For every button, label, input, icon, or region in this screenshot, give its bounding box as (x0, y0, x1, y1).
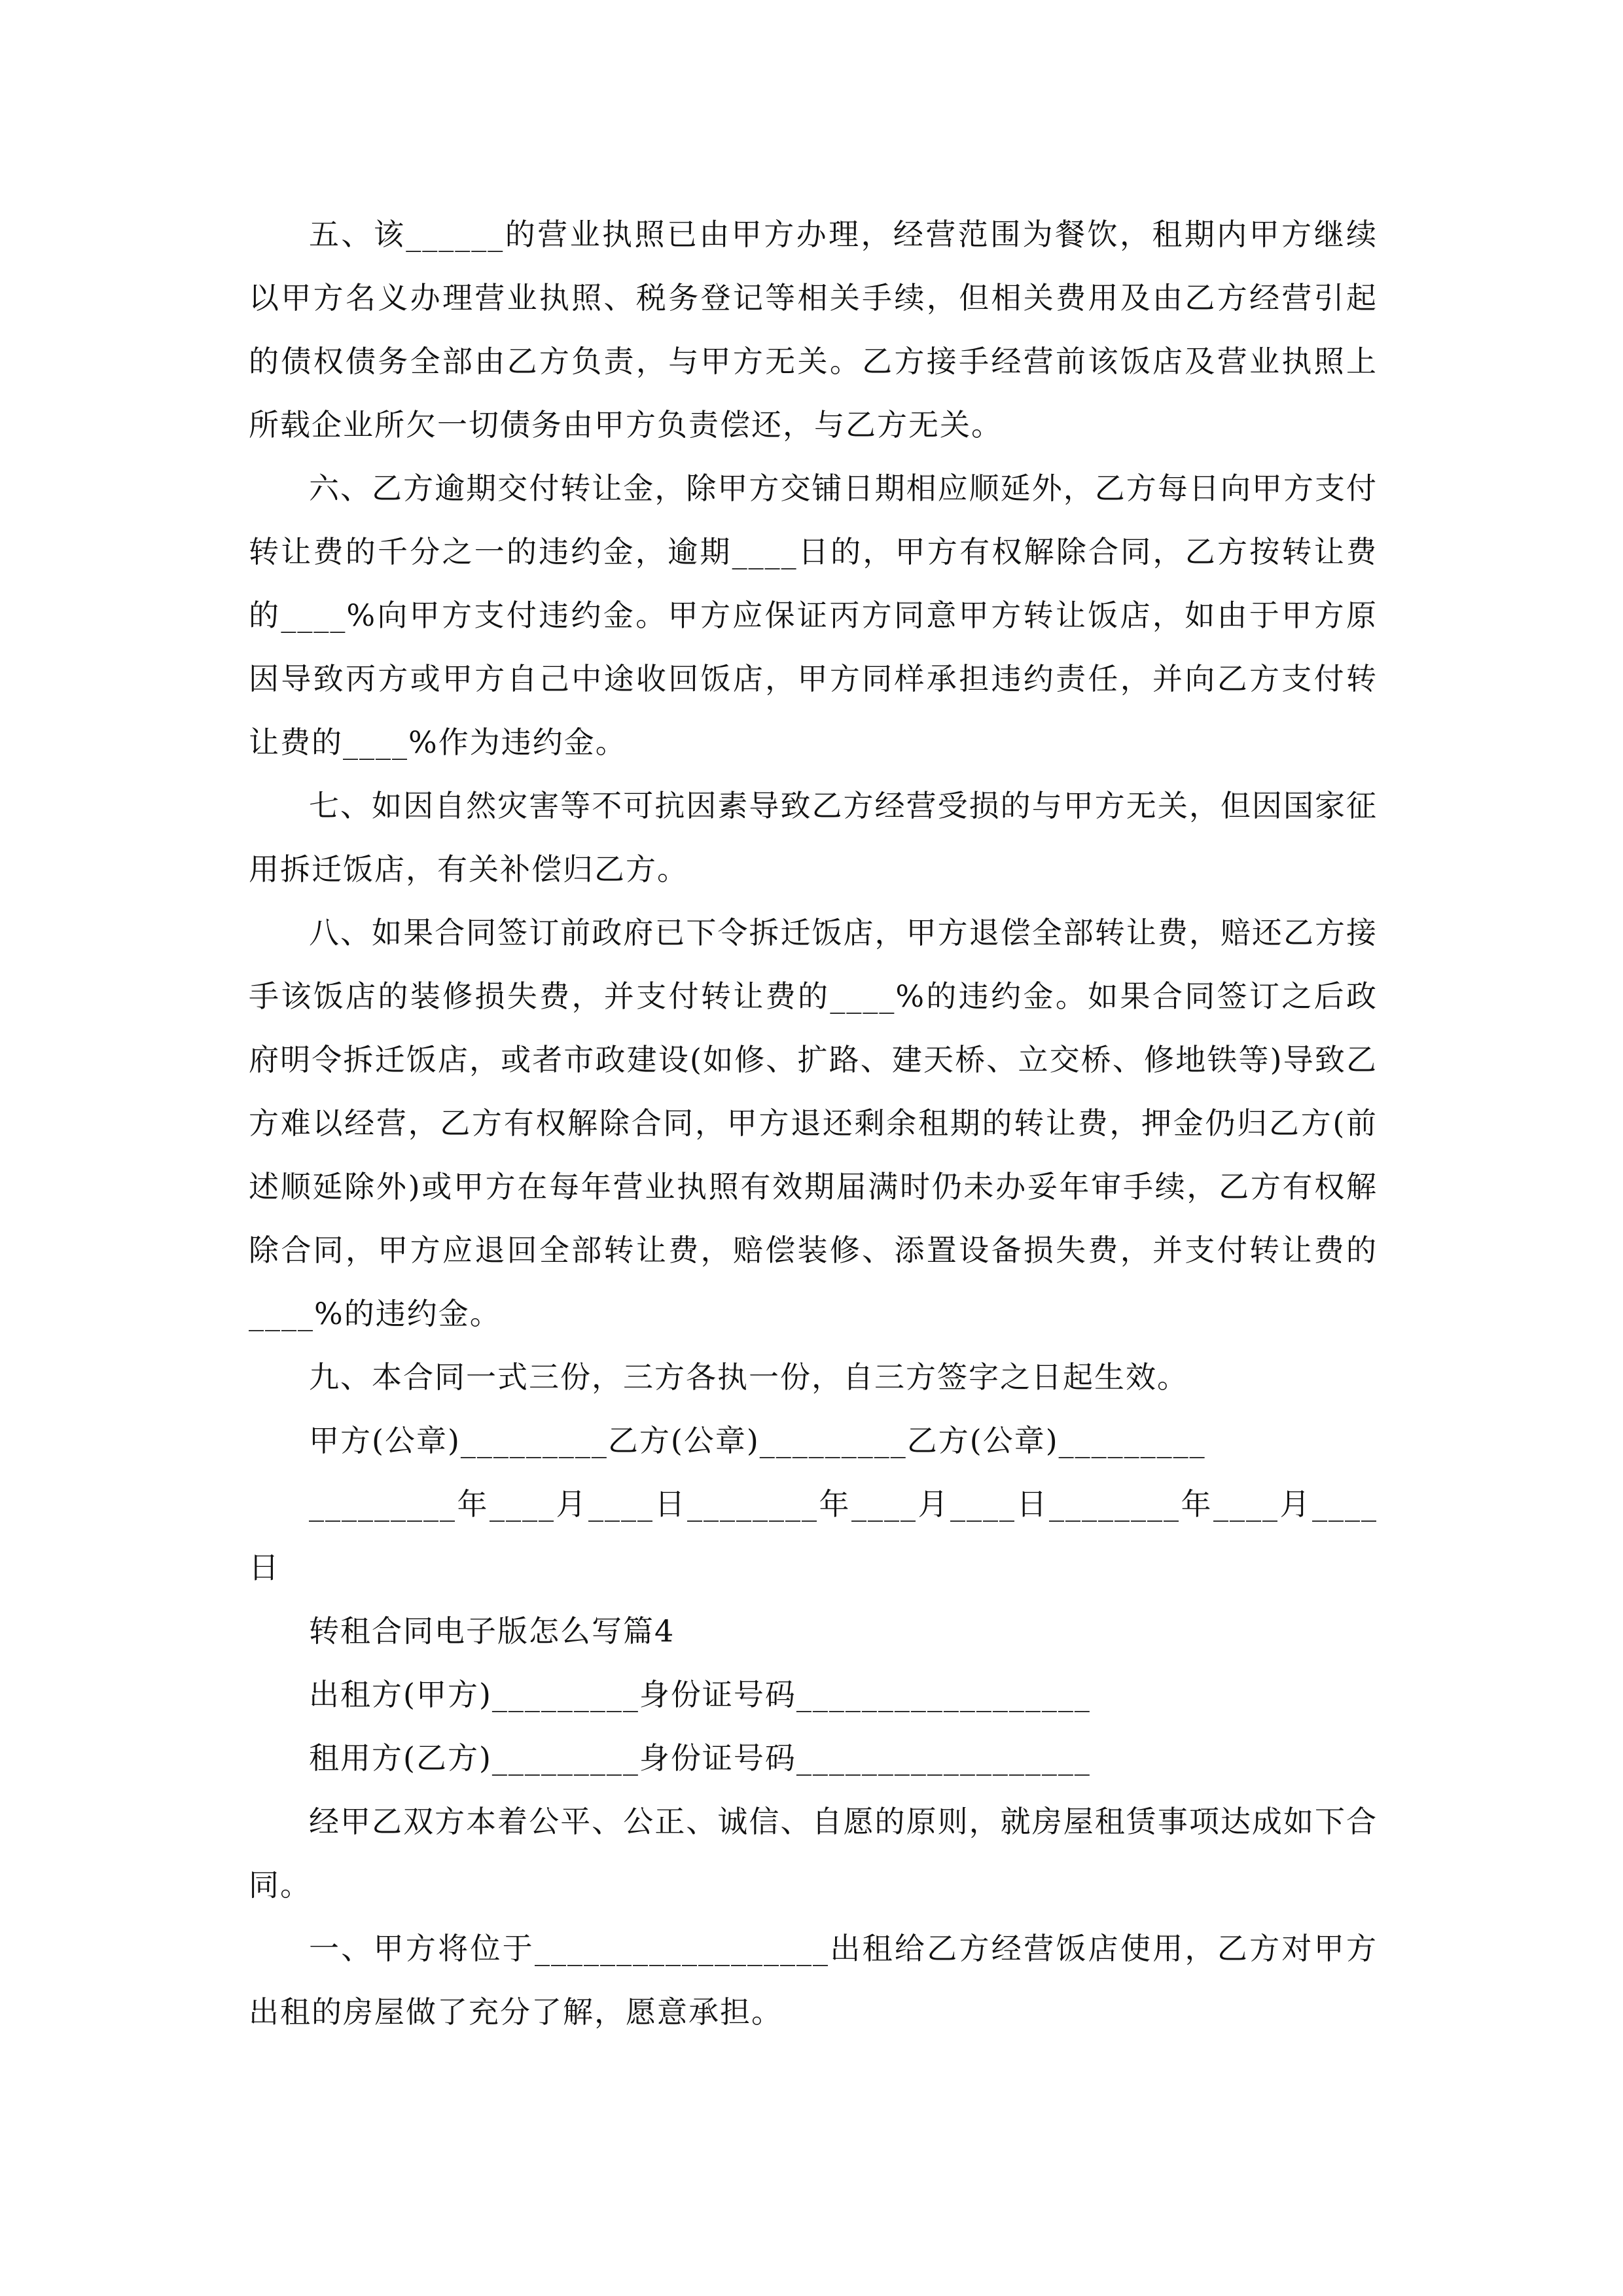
lessee-line: 租用方(乙方)_________身份证号码__________________ (309, 1740, 1091, 1776)
date-line: _________年____月____日________年____月____日________年____月____日 (249, 1486, 1378, 1585)
clause-6: 六、乙方逾期交付转让金，除甲方交铺日期相应顺延外，乙方每日向甲方支付转让费的千分之一的违约金，逾期____日的，甲方有权解除合同，乙方按转让费的____%向甲方支付违约金。甲方应保证丙方同意甲方转让饭店，如由于甲方原因导致丙方或甲方自己中途收回饭店，甲方同样承担违约责任，并向乙方支付转让费的____%作为违约金。 (249, 471, 1378, 760)
preamble: 经甲乙双方本着公平、公正、诚信、自愿的原则，就房屋租赁事项达成如下合同。 (249, 1804, 1378, 1903)
clause-8: 八、如果合同签订前政府已下令拆迁饭店，甲方退偿全部转让费，赔还乙方接手该饭店的装修损失费，并支付转让费的____%的违约金。如果合同签订之后政府明令拆迁饭店，或者市政建设(如修、扩路、建天桥、立交桥、修地铁等)导致乙方难以经营，乙方有权解除合同，甲方退还剩余租期的转让费，押金仍归乙方(前述顺延除外)或甲方在每年营业执照有效期届满时仍未办妥年审手续，乙方有权解除合同，甲方应退回全部转让费，赔偿装修、添置设备损失费，并支付转让费的____%的违约金。 (249, 915, 1378, 1331)
document-body (249, 203, 1378, 2044)
clause-7: 七、如因自然灾害等不可抗因素导致乙方经营受损的与甲方无关，但因国家征用拆迁饭店，有关补偿归乙方。 (249, 788, 1378, 887)
clause-1: 一、甲方将位于__________________出租给乙方经营饭店使用，乙方对甲方出租的房屋做了充分了解，愿意承担。 (249, 1931, 1378, 2030)
section-title: 转租合同电子版怎么写篇4 (309, 1613, 675, 1649)
clause-9: 九、本合同一式三份，三方各执一份，自三方签字之日起生效。 (309, 1359, 1188, 1395)
lessor-line: 出租方(甲方)_________身份证号码__________________ (309, 1677, 1091, 1712)
clause-5: 五、该______的营业执照已由甲方办理，经营范围为餐饮，租期内甲方继续以甲方名义办理营业执照、税务登记等相关手续，但相关费用及由乙方经营引起的债权债务全部由乙方负责，与甲方无关。乙方接手经营前该饭店及营业执照上所载企业所欠一切债务由甲方负责偿还，与乙方无关。 (249, 217, 1378, 442)
signature-line: 甲方(公章)_________乙方(公章)_________乙方(公章)_________ (309, 1423, 1206, 1458)
